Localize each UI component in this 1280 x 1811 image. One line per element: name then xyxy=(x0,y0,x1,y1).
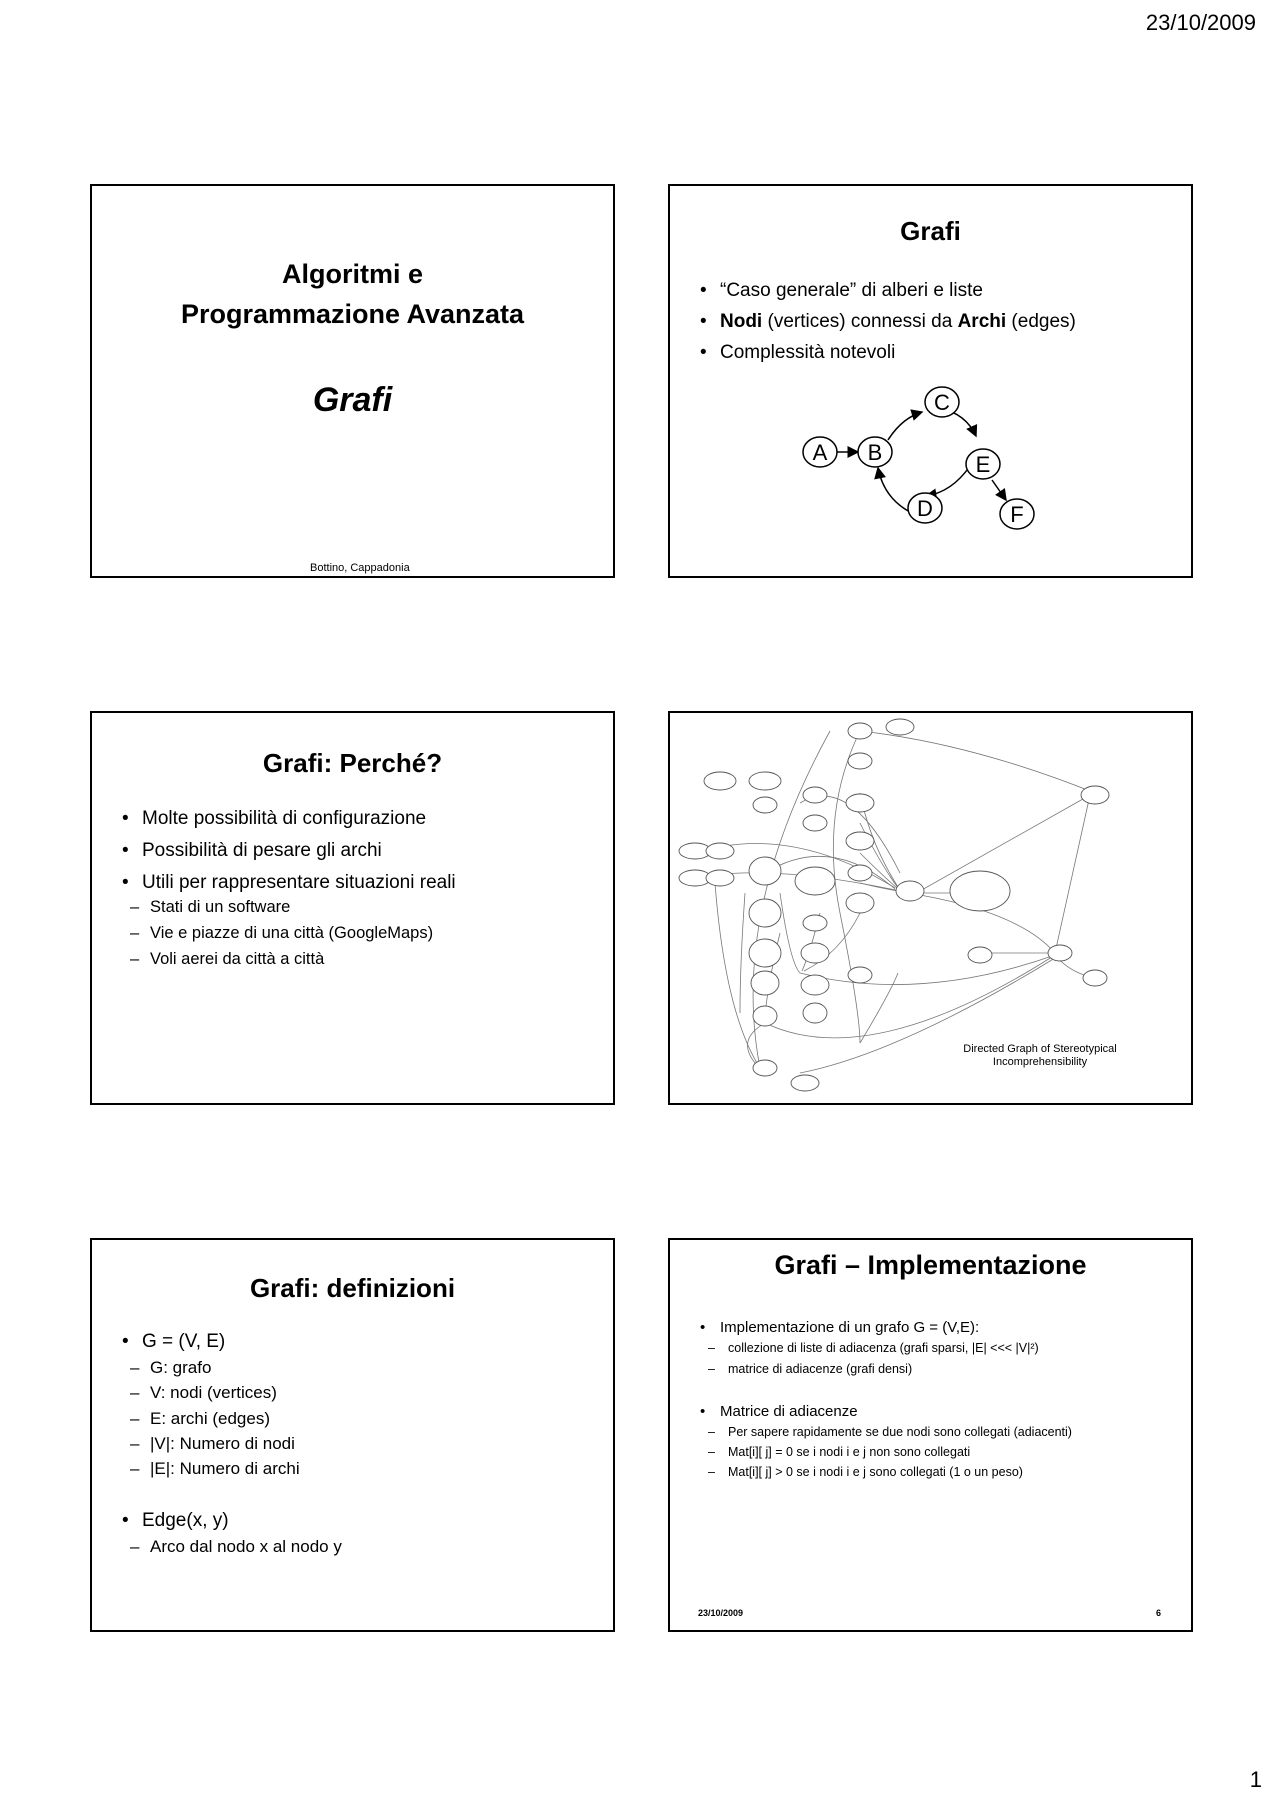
bullet-item: • Implementazione di un grafo G = (V,E): xyxy=(698,1319,1072,1337)
slide-title-heading xyxy=(92,254,613,334)
graph-node-b-label: B xyxy=(867,440,883,465)
graph-node-d-label: D xyxy=(917,496,933,521)
slide-subtitle: Grafi xyxy=(312,381,393,419)
slide-footer-number: 6 xyxy=(1155,1608,1161,1618)
sub-bullet-item: – Stati di un software xyxy=(120,898,456,918)
page-number: 1 xyxy=(1249,1767,1262,1792)
sub-bullet-item: – matrice di adiacenze (grafi densi) xyxy=(698,1362,1072,1377)
sub-bullet-item: – Mat[i][ j] = 0 se i nodi i e j non sono collegati xyxy=(698,1445,1072,1460)
bullet-item: • Complessità notevoli xyxy=(698,342,1076,365)
page-date: 23/10/2009 xyxy=(1145,10,1256,35)
bullet-item: • Edge(x, y) xyxy=(120,1510,342,1533)
slide-grafi xyxy=(668,184,1193,578)
graph-node-e-label: E xyxy=(975,452,991,477)
sub-bullet-item: – Mat[i][ j] > 0 se i nodi i e j sono collegati (1 o un peso) xyxy=(698,1465,1072,1480)
example-graph xyxy=(670,186,1191,576)
bullet-item: • Matrice di adiacenze xyxy=(698,1403,1072,1421)
graph-caption-line1: Directed Graph of Stereotypical xyxy=(963,1043,1117,1055)
slide-heading: Grafi: definizioni xyxy=(249,1273,456,1303)
slide-heading: Grafi: Perché? xyxy=(262,748,443,778)
slide-title xyxy=(90,184,615,578)
graph-node-f-label: F xyxy=(1010,502,1024,527)
sub-bullet-item: – Per sapere rapidamente se due nodi sono collegati (adiacenti) xyxy=(698,1425,1072,1440)
slide-implementazione xyxy=(668,1238,1193,1632)
bullet-item: • Molte possibilità di configurazione xyxy=(120,808,456,831)
graph-node-c-label: C xyxy=(934,390,950,415)
bullet-item: • G = (V, E) xyxy=(120,1331,342,1354)
slide-heading: Grafi – Implementazione xyxy=(774,1250,1087,1280)
sub-bullet-item: – Voli aerei da città a città xyxy=(120,950,456,970)
sub-bullet-item: – |E|: Numero di archi xyxy=(120,1459,342,1479)
slide-definizioni xyxy=(90,1238,615,1632)
bullet-item: • Nodi (vertices) connessi da Archi (edges) xyxy=(698,311,1076,334)
sub-bullet-item: – V: nodi (vertices) xyxy=(120,1383,342,1403)
slide-complex-graph xyxy=(668,711,1193,1105)
graph-caption-line2: Incomprehensibility xyxy=(992,1056,1088,1068)
sub-bullet-item: – collezione di liste di adiacenza (grafi sparsi, |E| <<< |V|²) xyxy=(698,1341,1072,1356)
sub-bullet-item: – E: archi (edges) xyxy=(120,1409,342,1429)
sub-bullet-item: – Arco dal nodo x al nodo y xyxy=(120,1537,342,1557)
graph-node-a-label: A xyxy=(812,440,828,465)
slide-perche xyxy=(90,711,615,1105)
sub-bullet-item: – Vie e piazze di una città (GoogleMaps) xyxy=(120,924,456,944)
bullet-item: • Utili per rappresentare situazioni reali xyxy=(120,872,456,895)
sub-bullet-item: – |V|: Numero di nodi xyxy=(120,1434,342,1454)
bullet-item: • “Caso generale” di alberi e liste xyxy=(698,280,1076,303)
slide-heading: Grafi xyxy=(900,216,961,246)
course-title-line1: Algoritmi e xyxy=(281,259,423,289)
bullet-item: • Possibilità di pesare gli archi xyxy=(120,840,456,863)
sub-bullet-item: – G: grafo xyxy=(120,1358,342,1378)
course-title-line2: Programmazione Avanzata xyxy=(180,299,525,329)
graph-caption xyxy=(910,1043,1170,1069)
authors-footer: Bottino, Cappadonia xyxy=(310,562,410,574)
slide-footer-date: 23/10/2009 xyxy=(698,1608,744,1618)
